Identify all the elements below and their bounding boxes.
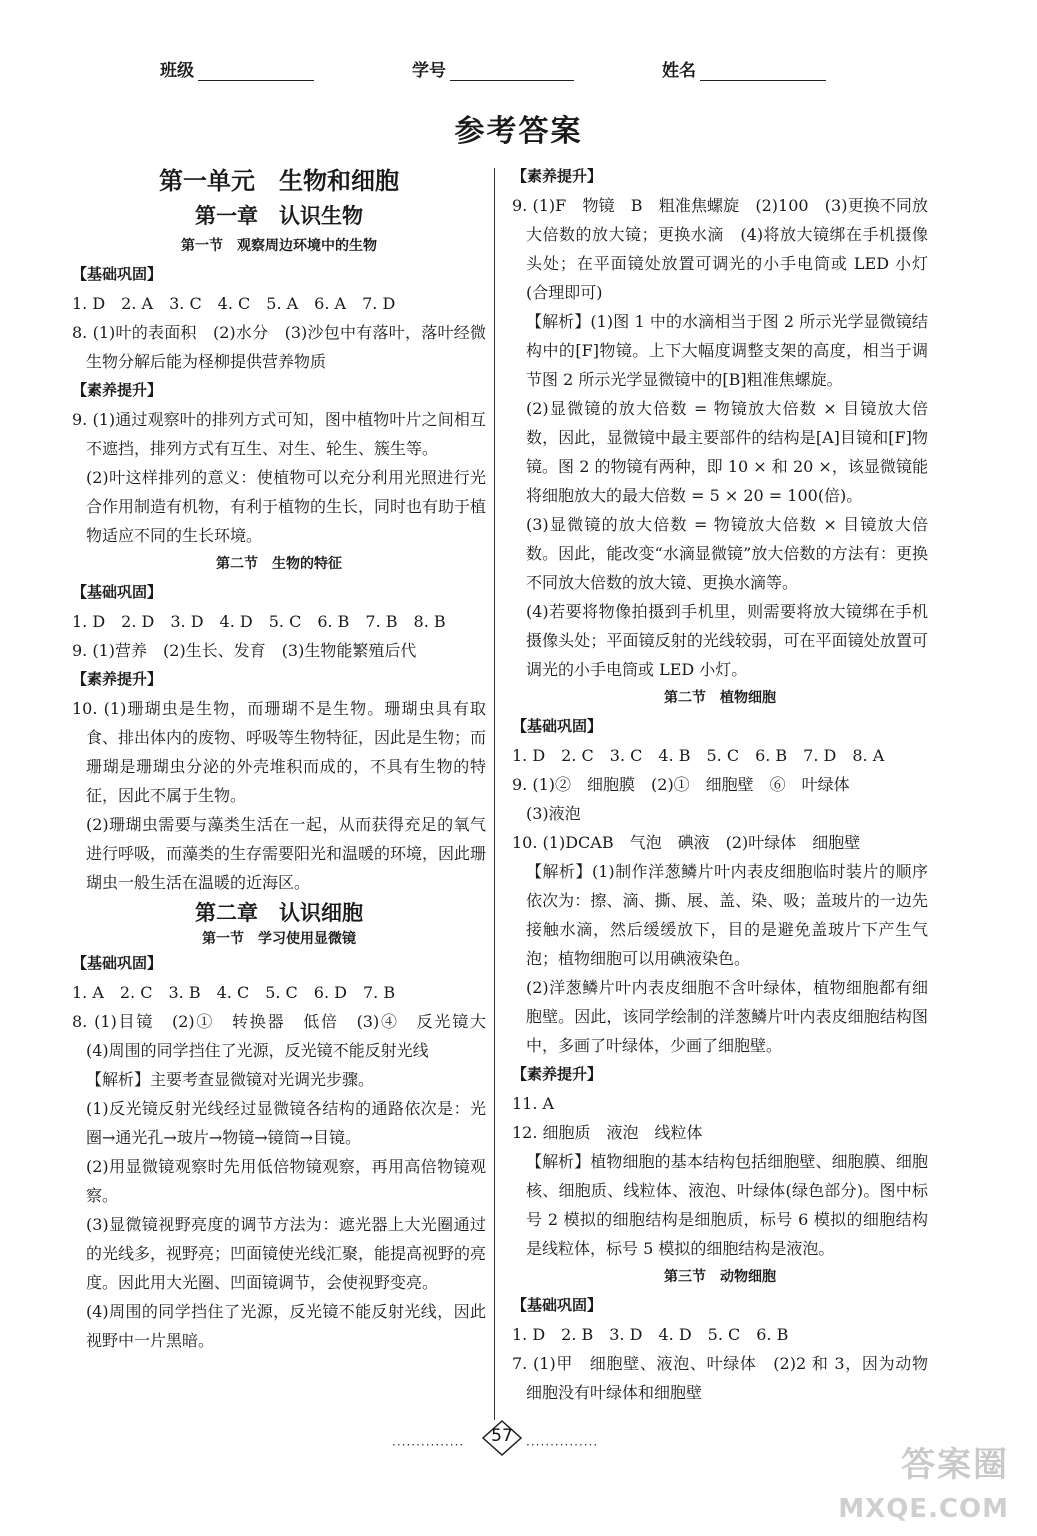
name-blank-line <box>700 60 826 81</box>
analysis-line: (2)用显微镜观察时先用低倍物镜观察，再用高倍物镜观察。 <box>86 1157 486 1205</box>
analysis-line: 【解析】主要考查显微镜对光调光步骤。 <box>86 1070 375 1089</box>
chapter-1-title: 第一章 认识生物 <box>195 204 363 228</box>
right-column <box>512 162 928 1407</box>
answer-line: 9. (1)通过观察叶的排列方式可知，图中植物叶片之间相互不遮挡，排列方式有互生、对生、轮生、簇生等。 <box>72 410 486 458</box>
answer-line: 1. D 2. B 3. D 4. D 5. C 6. B <box>512 1325 789 1344</box>
answer-line: 10. (1)DCAB 气泡 碘液 (2)叶绿体 细胞壁 <box>512 833 861 852</box>
student-id-blank-line <box>450 60 574 81</box>
class-blank-line <box>198 60 314 81</box>
analysis-line: (1)反光镜反射光线经过显微镜各结构的通路依次是：光圈→通光孔→玻片→物镜→镜筒→目镜。 <box>86 1099 486 1147</box>
section-animal-cell-title: 第三节 动物细胞 <box>664 1269 776 1285</box>
answer-line: 11. A <box>512 1094 555 1113</box>
name-field <box>662 56 826 81</box>
advanced-tag: 【素养提升】 <box>512 167 603 185</box>
basic-tag: 【基础巩固】 <box>72 265 163 283</box>
page-number: 57 <box>491 1426 513 1446</box>
answer-line: 8. (1)叶的表面积 (2)水分 (3)沙包中有落叶，落叶经微生物分解后能为柽柳提供营养物质 <box>72 323 486 371</box>
analysis-line: 【解析】(1)制作洋葱鳞片叶内表皮细胞临时装片的顺序依次为：擦、滴、撕、展、盖、染、吸；盖玻片的一边先接触水滴，然后缓缓放下，目的是避免盖玻片下产生气泡；植物细胞可以用碘液染色。 <box>526 862 928 968</box>
student-id-field <box>412 56 574 81</box>
basic-tag: 【基础巩固】 <box>512 1296 603 1314</box>
unit-title: 第一单元 生物和细胞 <box>159 167 399 195</box>
watermark-logo: 答案圈 <box>901 1445 1009 1485</box>
page-title: 参考答案 <box>454 114 583 149</box>
answer-line: 9. (1)营养 (2)生长、发育 (3)生物能繁殖后代 <box>72 641 417 660</box>
basic-tag: 【基础巩固】 <box>512 717 603 735</box>
answer-line: 9. (1)② 细胞膜 (2)① 细胞壁 ⑥ 叶绿体 <box>512 775 850 794</box>
answer-line: 10. (1)珊瑚虫是生物，而珊瑚不是生物。珊瑚虫具有取食、排出体内的废物、呼吸等生物特征，因此是生物；而珊瑚是珊瑚虫分泌的外壳堆积而成的，不具有生物的特征，因此不属于生物。 <box>72 699 487 805</box>
class-field <box>160 56 314 81</box>
advanced-tag: 【素养提升】 <box>72 670 163 688</box>
student-id-label: 学号 <box>412 61 446 81</box>
footer-dots-left: ··············· <box>392 1438 465 1452</box>
analysis-line: (3)显微镜的放大倍数 = 物镜放大倍数 × 目镜放大倍数。因此，能改变“水滴显微镜”放大倍数的方法有：更换不同放大倍数的放大镜、更换水滴等。 <box>526 515 928 592</box>
column-divider <box>494 168 495 1420</box>
analysis-line: (3)显微镜视野亮度的调节方法为：遮光器上大光圈通过的光线多，视野亮；凹面镜使光线汇聚，能提高视野的亮度。因此用大光圈、凹面镜调节，会使视野变亮。 <box>86 1215 487 1292</box>
answer-line: 1. D 2. A 3. C 4. C 5. A 6. A 7. D <box>72 294 396 313</box>
section-2-title: 第二节 生物的特征 <box>216 556 342 572</box>
answer-line: 7. (1)甲 细胞壁、液泡、叶绿体 (2)2 和 3，因为动物细胞没有叶绿体和细胞壁 <box>512 1354 928 1402</box>
footer-dots-right: ··············· <box>526 1438 599 1452</box>
chapter-2-title: 第二章 认识细胞 <box>195 901 363 925</box>
class-label: 班级 <box>160 61 194 81</box>
analysis-line: (4)周围的同学挡住了光源，反光镜不能反射光线，因此视野中一片黑暗。 <box>86 1302 486 1350</box>
answer-line: (2)叶这样排列的意义：使植物可以充分利用光照进行光合作用制造有机物，有利于植物的生长，同时也有助于植物适应不同的生长环境。 <box>86 468 487 545</box>
answer-line: 1. A 2. C 3. B 4. C 5. C 6. D 7. B <box>72 983 396 1002</box>
name-label: 姓名 <box>662 61 696 81</box>
basic-tag: 【基础巩固】 <box>72 954 163 972</box>
analysis-line: (2)洋葱鳞片叶内表皮细胞不含叶绿体，植物细胞都有细胞壁。因此，该同学绘制的洋葱鳞片叶内表皮细胞结构图中，多画了叶绿体，少画了细胞壁。 <box>526 978 928 1055</box>
answer-line: 1. D 2. C 3. C 4. B 5. C 6. B 7. D 8. A <box>512 746 885 765</box>
chapter-2-section-1-title: 第一节 学习使用显微镜 <box>202 931 356 947</box>
answer-line: 8. (1)目镜 (2)① 转换器 低倍 (3)④ 反光镜大 (4)周围的同学挡住了光源，反光镜不能反射光线 <box>72 1012 503 1060</box>
section-plant-cell-title: 第二节 植物细胞 <box>664 690 776 706</box>
answer-line: 1. D 2. D 3. D 4. D 5. C 6. B 7. B 8. B <box>72 612 446 631</box>
answer-line: 12. 细胞质 液泡 线粒体 <box>512 1123 703 1142</box>
basic-tag: 【基础巩固】 <box>72 583 163 601</box>
analysis-line: (2)显微镜的放大倍数 = 物镜放大倍数 × 目镜放大倍数，因此，显微镜中最主要部件的结构是[A]目镜和[F]物镜。图 2 的物镜有两种，即 10 × 和 20 ×，该显微镜能将细胞放大的最大倍数 = 5 × 20 = 100(倍)。 <box>526 399 928 505</box>
left-column <box>72 162 503 1355</box>
answer-line: (2)珊瑚虫需要与藻类生活在一起，从而获得充足的氧气进行呼吸，而藻类的生存需要阳光和温暖的环境，因此珊瑚虫一般生活在温暖的近海区。 <box>86 815 487 892</box>
analysis-line: 【解析】(1)图 1 中的水滴相当于图 2 所示光学显微镜结构中的[F]物镜。上下大幅度调整支架的高度，相当于调节图 2 所示光学显微镜中的[B]粗准焦螺旋。 <box>526 312 928 389</box>
analysis-line: (4)若要将物像拍摄到手机里，则需要将放大镜绑在手机摄像头处；平面镜反射的光线较弱，可在平面镜处放置可调光的小手电筒或 LED 小灯。 <box>526 602 928 679</box>
student-info-header <box>0 56 1037 84</box>
advanced-tag: 【素养提升】 <box>72 381 163 399</box>
answer-line: 9. (1)F 物镜 B 粗准焦螺旋 (2)100 (3)更换不同放大倍数的放大镜；更换水滴 (4)将放大镜绑在手机摄像头处；在平面镜处放置可调光的小手电筒或 LED 小灯(合理即可) <box>512 196 928 302</box>
section-1-title: 第一节 观察周边环境中的生物 <box>181 238 377 254</box>
advanced-tag: 【素养提升】 <box>512 1065 603 1083</box>
watermark-url: MXQE.COM <box>838 1494 1009 1524</box>
answer-line: (3)液泡 <box>526 804 581 823</box>
analysis-line: 【解析】植物细胞的基本结构包括细胞壁、细胞膜、细胞核、细胞质、线粒体、液泡、叶绿体(绿色部分)。图中标号 2 模拟的细胞结构是细胞质，标号 6 模拟的细胞结构是线粒体，标号 5 模拟的细胞结构是液泡。 <box>526 1152 928 1258</box>
